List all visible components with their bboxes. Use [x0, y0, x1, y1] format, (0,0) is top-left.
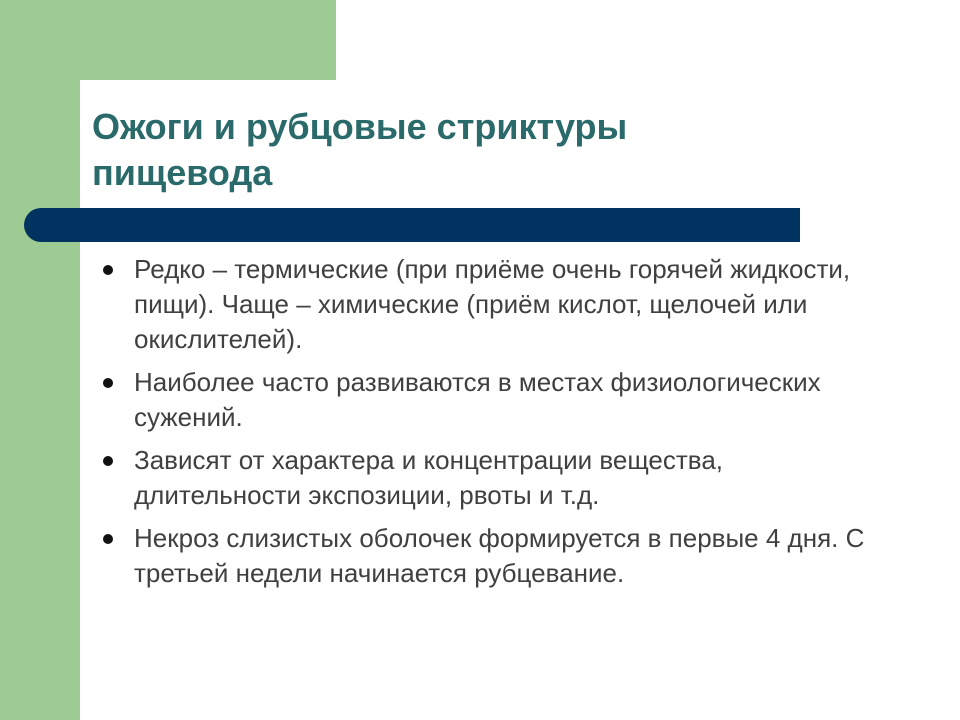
bullet-icon	[103, 534, 113, 544]
bullet-icon	[103, 265, 113, 275]
bullet-item	[96, 252, 876, 357]
bullet-text: Редко – термические (при приёме очень горячей жидкости, пищи). Чаще – химические (приём кислот, щелочей или окислителей).	[134, 254, 851, 354]
title-divider-bar	[24, 208, 800, 242]
green-side-band	[0, 0, 80, 720]
bullet-item	[96, 521, 876, 591]
slide-title: Ожоги и рубцовые стриктуры пищевода	[92, 106, 628, 193]
bullet-list	[96, 252, 876, 599]
bullet-item	[96, 443, 876, 513]
bullet-item	[96, 365, 876, 435]
bullet-icon	[103, 456, 113, 466]
bullet-icon	[103, 378, 113, 388]
green-top-band	[0, 0, 336, 80]
bullet-text: Некроз слизистых оболочек формируется в первые 4 дня. С третьей недели начинается рубцевание.	[134, 523, 865, 588]
bullet-text: Наиболее часто развиваются в местах физиологических сужений.	[134, 367, 821, 432]
bullet-text: Зависят от характера и концентрации вещества, длительности экспозиции, рвоты и т.д.	[134, 445, 723, 510]
